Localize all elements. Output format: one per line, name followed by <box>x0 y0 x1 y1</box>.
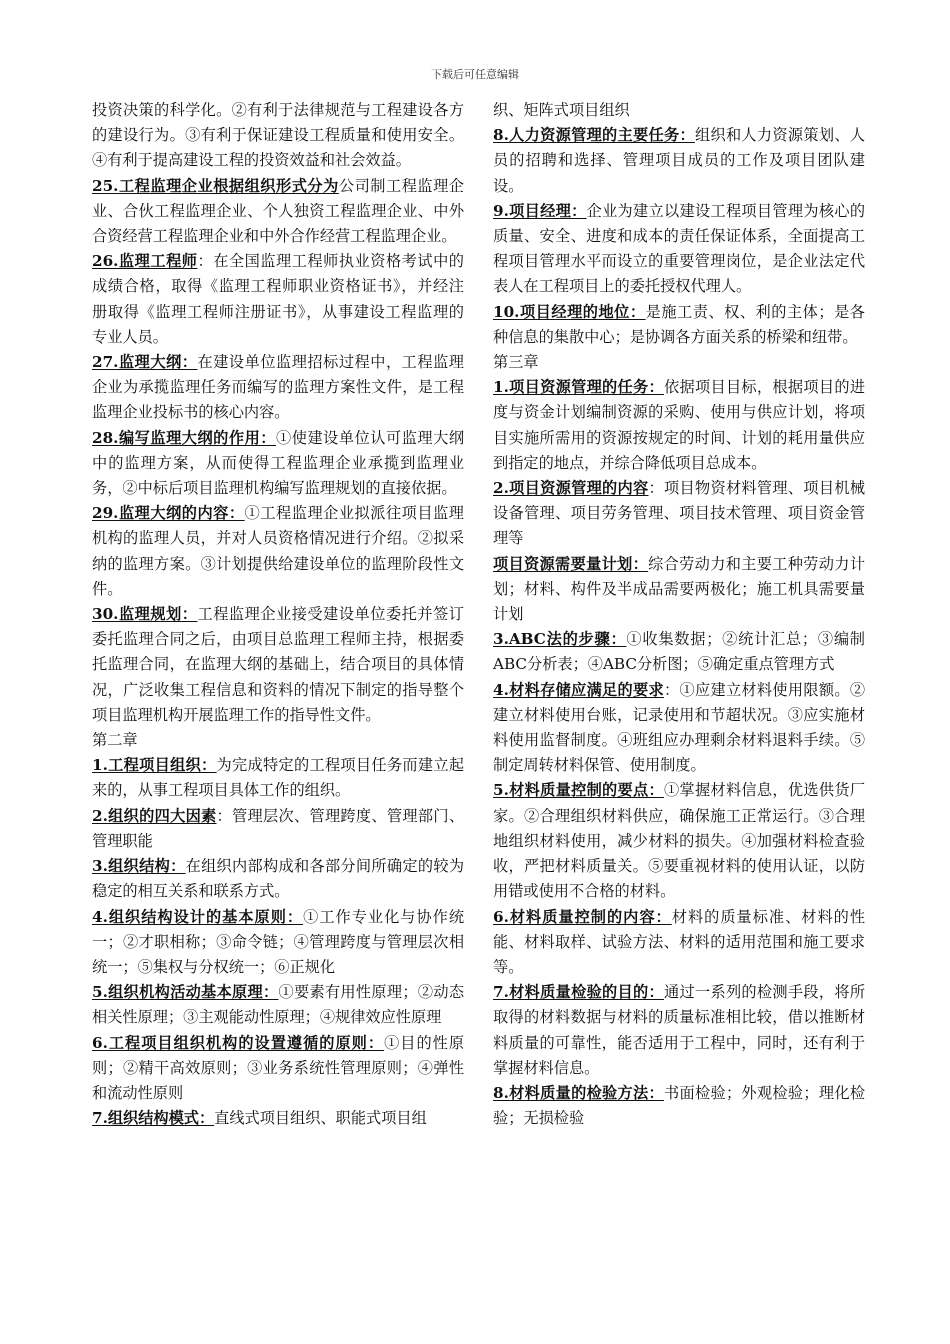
definition: 材料的质量标准、材料的性能、材料取样、试验方法、材料的适用范围和施工要求等。 <box>493 907 866 976</box>
definition: 投资决策的科学化。②有利于法律规范与工程建设各方的建设行为。③有利于保证建设工程质量和使用安全。④有利于提高建设工程的投资效益和社会效益。 <box>92 101 464 170</box>
paragraph <box>493 375 865 476</box>
paragraph <box>92 1106 464 1131</box>
term: 27.监理大纲： <box>92 353 198 372</box>
term: 2.项目资源管理的内容 <box>493 479 649 498</box>
paragraph <box>493 476 865 552</box>
definition: ①收集数据；②统计汇总；③编制ABC分析表；④ABC分析图；⑤确定重点管理方式 <box>493 630 865 674</box>
definition: 书面检验；外观检验；理化检验；无损检验 <box>493 1083 865 1128</box>
term: 3.组织结构： <box>92 857 186 876</box>
term: 8.材料质量的检验方法： <box>493 1083 664 1102</box>
term: 7.材料质量检验的目的： <box>493 983 664 1002</box>
term: 7.组织结构模式： <box>92 1109 215 1128</box>
paragraph <box>92 501 464 602</box>
definition: ①工作专业化与协作统一；②才职相称；③命令链；④管理跨度与管理层次相统一；⑤集权与分权统一；⑥正规化 <box>92 907 465 976</box>
chapter-title: 第二章 <box>92 731 138 750</box>
term: 4.材料存储应满足的要求 <box>493 680 664 699</box>
definition: 依据项目目标，根据项目的进度与资金计划编制资源的采购、使用与供应计划，将项目实施所需用的资源按规定的时间、计划的耗用量供应到指定的地点，并综合降低项目总成本。 <box>493 378 865 472</box>
definition: 组织和人力资源策划、人员的招聘和选择、管理项目成员的工作及项目团队建设。 <box>493 126 865 195</box>
chapter-heading <box>92 728 464 753</box>
paragraph <box>92 174 464 250</box>
definition: 工程监理企业接受建设单位委托并签订委托监理合同之后，由项目总监理工程师主持，根据委托监理合同，在监理大纲的基础上，结合项目的具体情况，广泛收集工程信息和资料的情况下制定的指导整个项目监理机构开展监理工作的指导性文件。 <box>92 605 464 724</box>
definition: 综合劳动力和主要工种劳动力计划；材料、构件及半成品需要两极化；施工机具需要量计划 <box>493 554 866 624</box>
chapter-heading <box>493 350 865 375</box>
term: 8.人力资源管理的主要任务： <box>493 126 695 145</box>
definition: ①掌握材料信息，优选供货厂家。②合理组织材料供应，确保施工正常运行。③合理地组织材料使用，减少材料的损失。④加强材料检查验收，严把材料质量关。⑤要重视材料的使用认证，以防用错或使用不合格的材料。 <box>493 781 865 901</box>
paragraph <box>92 905 464 981</box>
definition: 企业为建立以建设工程项目管理为核心的质量、安全、进度和成本的责任保证体系，全面提高工程项目管理水平而设立的重要管理岗位，是企业法定代表人在工程项目上的委托授权代理人。 <box>493 201 865 296</box>
paragraph <box>493 199 865 300</box>
term: 6.工程项目组织机构的设置遵循的原则： <box>92 1033 385 1052</box>
paragraph <box>92 854 464 904</box>
term: 28.编写监理大纲的作用： <box>92 428 277 447</box>
paragraph <box>92 1031 464 1107</box>
term: 项目资源需要量计划： <box>493 554 649 573</box>
definition: ：①应建立材料使用限额。②建立材料使用台账，记录使用和节超状况。③应实施材料使用监督制度。④班组应办理剩余材料退料手续。⑤制定周转材料保管、使用制度。 <box>493 680 865 775</box>
paragraph <box>493 778 865 904</box>
term: 25.工程监理企业根据组织形式分为 <box>92 176 339 195</box>
paragraph <box>493 98 865 123</box>
definition: 为完成特定的工程项目任务而建立起来的，从事工程项目具体工作的组织。 <box>92 756 464 800</box>
term: 9.项目经理： <box>493 201 587 220</box>
paragraph <box>493 980 865 1081</box>
definition: ：在全国监理工程师执业资格考试中的成绩合格，取得《监理工程师职业资格证书》，并经注册取得《监理工程师注册证书》，从事建设工程监理的专业人员。 <box>92 252 464 346</box>
definition: ：管理层次、管理跨度、管理部门、管理职能 <box>92 806 464 850</box>
definition: 直线式项目组织、职能式项目组 <box>214 1109 427 1128</box>
definition: 公司制工程监理企业、合伙工程监理企业、个人独资工程监理企业、中外合资经营工程监理企业和中外合作经营工程监理企业。 <box>92 176 464 246</box>
left-column <box>92 98 464 1131</box>
paragraph <box>493 552 865 628</box>
term: 2.组织的四大因素 <box>92 806 217 825</box>
term: 4.组织结构设计的基本原则： <box>92 907 304 926</box>
term: 3.ABC法的步骤： <box>493 630 627 649</box>
term: 5.材料质量控制的要点： <box>493 781 664 800</box>
definition: ①目的性原则；②精干高效原则；③业务系统性管理原则；④弹性和流动性原则 <box>92 1033 465 1102</box>
paragraph <box>92 350 464 426</box>
definition: ：项目物资材料管理、项目机械设备管理、项目劳务管理、项目技术管理、项目资金管理等 <box>493 479 865 548</box>
definition: ①使建设单位认可监理大纲中的监理方案，从而使得工程监理企业承揽到监理业务，②中标后项目监理机构编写监理规划的直接依据。 <box>92 428 465 498</box>
term: 26.监理工程师 <box>92 252 198 271</box>
definition: 通过一系列的检测手段，将所取得的材料数据与材料的质量标准相比较，借以推断材料质量的可靠性，能否适用于工程中，同时，还有利于掌握材料信息。 <box>493 983 865 1077</box>
paragraph <box>92 249 464 350</box>
paragraph <box>493 123 865 199</box>
term: 6.材料质量控制的内容： <box>493 907 672 926</box>
term: 29.监理大纲的内容： <box>92 504 245 523</box>
paragraph <box>493 300 865 350</box>
paragraph <box>92 804 464 854</box>
definition: 在建设单位监理招标过程中，工程监理企业为承揽监理任务而编写的监理方案性文件，是工程监理企业投标书的核心内容。 <box>92 353 464 422</box>
term: 1.工程项目组织： <box>92 756 217 775</box>
paragraph <box>92 602 464 728</box>
definition: ①要素有用性原理；②动态相关性原理；③主观能动性原理；④规律效应性原理 <box>92 983 464 1027</box>
paragraph <box>493 1081 865 1131</box>
definition: 在组织内部构成和各部分间所确定的较为稳定的相互关系和联系方式。 <box>92 857 464 901</box>
term: 10.项目经理的地位： <box>493 302 646 321</box>
right-column <box>493 98 865 1131</box>
term: 5.组织机构活动基本原理： <box>92 983 279 1002</box>
definition: 是施工责、权、利的主体；是各种信息的集散中心；是协调各方面关系的桥梁和纽带。 <box>493 302 865 346</box>
chapter-title: 第三章 <box>493 353 539 372</box>
paragraph <box>92 753 464 803</box>
page-header: 下载后可任意编辑 <box>431 68 519 81</box>
definition: 织、矩阵式项目组织 <box>493 101 630 119</box>
paragraph <box>92 426 464 502</box>
paragraph <box>493 678 865 779</box>
paragraph <box>493 905 865 981</box>
term: 1.项目资源管理的任务： <box>493 378 664 397</box>
paragraph <box>493 627 865 677</box>
paragraph <box>92 980 464 1030</box>
definition: ①工程监理企业拟派往项目监理机构的监理人员，并对人员资格情况进行介绍。②拟采纳的监理方案。③计划提供给建设单位的监理阶段性文件。 <box>92 504 464 598</box>
term: 30.监理规划： <box>92 605 198 624</box>
paragraph <box>92 98 464 174</box>
